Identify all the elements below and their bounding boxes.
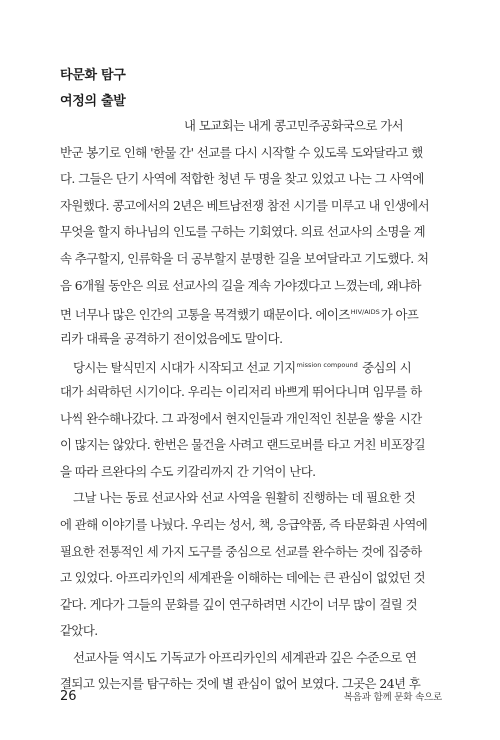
text-line-content: 당시는 탈식민지 시대가 시작되고 선교 기지 xyxy=(73,360,296,376)
text-line-content: 면 너무나 많은 인간의 고통을 목격했기 때문이다. 에이즈 xyxy=(60,307,350,323)
text-line xyxy=(60,539,442,566)
text-line-content: 반군 봉기로 인해 '한물 간' 선교를 다시 시작할 수 있도록 도와달라고 했 xyxy=(60,144,423,160)
text-line xyxy=(60,166,442,193)
text-line-content: 속 추구할지, 인류학을 더 공부할지 분명한 길을 보여달라고 기도했다. 처 xyxy=(60,250,429,266)
text-line-content: 같다. 게다가 그들의 문화를 깊이 연구하려면 시간이 너무 많이 걸릴 것 xyxy=(60,596,418,612)
text-line-content: 에 관해 이야기를 나눴다. 우리는 성서, 책, 응급약품, 즉 타문화권 사역에 xyxy=(60,516,428,532)
text-line xyxy=(60,645,442,672)
text-line xyxy=(60,512,442,539)
text-line-content: 내 모교회는 내게 콩고민주공화국으로 가서 xyxy=(184,118,404,133)
text-line xyxy=(60,485,442,512)
text-line-content: 대가 쇠락하던 시기이다. 우리는 이리저리 바쁘게 뛰어다니며 임무를 하 xyxy=(60,383,422,399)
text-line-content: 그날 나는 동료 선교사와 선교 사역을 원활히 진행하는 데 필요한 것 xyxy=(73,490,416,506)
text-line xyxy=(60,459,442,486)
text-line xyxy=(60,406,442,433)
text-line-content: 같았다. xyxy=(60,623,98,639)
text-line-content: 이 많지는 않았다. 한번은 물건을 사려고 랜드로버를 타고 거친 비포장길 xyxy=(60,437,426,453)
text-line xyxy=(60,246,442,273)
text-line-continuation: 중심의 시 xyxy=(358,360,412,376)
text-line-content: 을 따라 르완다의 수도 키갈리까지 간 기억이 난다. xyxy=(60,463,316,479)
text-line xyxy=(60,618,442,645)
subtitle: 여정의 출발 xyxy=(60,94,126,109)
text-line xyxy=(60,432,442,459)
text-line xyxy=(60,352,442,379)
text-line-content: 나씩 완수해나갔다. 그 과정에서 현지인들과 개인적인 친분을 쌓을 시간 xyxy=(60,410,422,426)
text-line-content: 필요한 전통적인 세 가지 도구를 중심으로 선교를 완수하는 것에 집중하 xyxy=(60,543,422,559)
text-line-content: 결되고 있는지를 탐구하는 것에 별 관심이 없어 보였다. 그곳은 24년 후 xyxy=(60,676,421,692)
superscript-annotation: HIV/AIDS xyxy=(350,308,380,317)
body-text xyxy=(60,113,442,698)
text-line-continuation: 가 아프 xyxy=(380,307,419,323)
section-title: 타문화 탐구 xyxy=(60,68,126,83)
text-line-content: 무엇을 할지 하나님의 인도를 구하는 기회였다. 의료 선교사의 소명을 계 xyxy=(60,224,426,240)
text-line xyxy=(60,299,442,326)
superscript-annotation: mission compound xyxy=(296,361,358,370)
text-line-content: 음 6개월 동안은 의료 선교사의 길을 계속 가야겠다고 느꼈는데, 왜냐하 xyxy=(60,277,421,293)
text-line xyxy=(60,273,442,300)
text-line-content: 다. 그들은 단기 사역에 적합한 청년 두 명을 찾고 있었고 나는 그 사역에 xyxy=(60,171,424,187)
text-line xyxy=(60,379,442,406)
running-head: 복음과 함께 문화 속으로 xyxy=(343,692,442,703)
page-number: 26 xyxy=(60,689,77,704)
text-line xyxy=(60,113,442,140)
text-line xyxy=(60,565,442,592)
text-line xyxy=(60,219,442,246)
text-line-content: 리카 대륙을 공격하기 전이었음에도 말이다. xyxy=(60,330,283,346)
text-line xyxy=(60,193,442,220)
text-line xyxy=(60,592,442,619)
text-line xyxy=(60,140,442,167)
text-line xyxy=(60,326,442,353)
text-line-content: 선교사들 역시도 기독교가 아프리카인의 세계관과 깊은 수준으로 연 xyxy=(73,649,417,665)
text-line-content: 고 있었다. 아프리카인의 세계관을 이해하는 데에는 큰 관심이 없었던 것 xyxy=(60,570,426,586)
text-line-content: 자원했다. 콩고에서의 2년은 베트남전쟁 참전 시기를 미루고 내 인생에서 xyxy=(60,197,429,213)
